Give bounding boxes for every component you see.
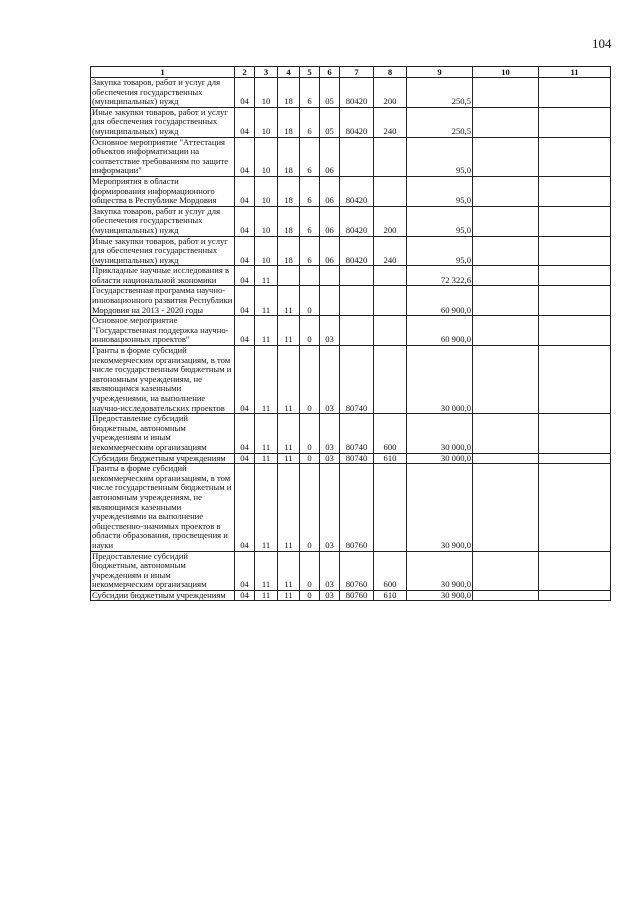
table-row xyxy=(91,107,611,137)
table-row xyxy=(91,78,611,108)
row-cell-c3: 11 xyxy=(255,286,278,316)
row-cell-c11 xyxy=(539,236,611,266)
row-name-cell: Государственная программа научно-инновационного развития Республики Мордовия на 2013 - 2020 годы xyxy=(91,286,235,316)
row-cell-c10 xyxy=(473,176,539,206)
table-row xyxy=(91,266,611,286)
column-header: 5 xyxy=(300,67,320,78)
row-name-cell: Закупка товаров, работ и услуг для обеспечения государственных (муниципальных) нужд xyxy=(91,78,235,108)
row-cell-c4: 11 xyxy=(278,286,300,316)
row-cell-c6: 03 xyxy=(320,464,340,551)
table-row xyxy=(91,414,611,453)
row-cell-c7 xyxy=(340,137,374,176)
row-cell-c7: 80760 xyxy=(340,464,374,551)
row-cell-c4: 18 xyxy=(278,236,300,266)
row-cell-c11 xyxy=(539,453,611,464)
row-cell-c8 xyxy=(374,346,407,414)
row-cell-c3: 11 xyxy=(255,414,278,453)
row-cell-c11 xyxy=(539,266,611,286)
row-cell-c5: 0 xyxy=(300,316,320,346)
row-cell-c5: 0 xyxy=(300,286,320,316)
row-cell-c9: 30 000,0 xyxy=(407,453,473,464)
row-cell-c9: 95,0 xyxy=(407,206,473,236)
row-cell-c4: 11 xyxy=(278,316,300,346)
row-cell-c2: 04 xyxy=(235,464,255,551)
row-cell-c11 xyxy=(539,206,611,236)
table-body xyxy=(91,78,611,601)
row-cell-c3: 10 xyxy=(255,107,278,137)
row-cell-c4: 11 xyxy=(278,453,300,464)
row-cell-c8 xyxy=(374,464,407,551)
row-name-cell: Предоставление субсидий бюджетным, автономным учреждениям и иным некоммерческим организациям xyxy=(91,551,235,590)
row-name-cell: Субсидии бюджетным учреждениям xyxy=(91,590,235,601)
row-cell-c6: 03 xyxy=(320,346,340,414)
column-header: 6 xyxy=(320,67,340,78)
row-cell-c6: 06 xyxy=(320,206,340,236)
table-row xyxy=(91,590,611,601)
row-cell-c7: 80420 xyxy=(340,176,374,206)
row-cell-c7: 80420 xyxy=(340,78,374,108)
row-cell-c10 xyxy=(473,286,539,316)
row-cell-c2: 04 xyxy=(235,206,255,236)
row-cell-c10 xyxy=(473,453,539,464)
row-cell-c3: 10 xyxy=(255,176,278,206)
row-cell-c11 xyxy=(539,316,611,346)
row-name-cell: Закупка товаров, работ и услуг для обеспечения государственных (муниципальных) нужд xyxy=(91,206,235,236)
column-header: 10 xyxy=(473,67,539,78)
row-cell-c7 xyxy=(340,266,374,286)
row-cell-c5: 0 xyxy=(300,346,320,414)
row-cell-c4 xyxy=(278,266,300,286)
row-cell-c8: 610 xyxy=(374,590,407,601)
row-cell-c2: 04 xyxy=(235,137,255,176)
row-cell-c3: 10 xyxy=(255,137,278,176)
row-cell-c5: 6 xyxy=(300,107,320,137)
row-cell-c4: 18 xyxy=(278,107,300,137)
row-cell-c4: 11 xyxy=(278,464,300,551)
row-cell-c5 xyxy=(300,266,320,286)
row-cell-c10 xyxy=(473,266,539,286)
row-cell-c7: 80740 xyxy=(340,346,374,414)
row-cell-c2: 04 xyxy=(235,590,255,601)
row-cell-c8: 240 xyxy=(374,107,407,137)
row-cell-c6: 03 xyxy=(320,414,340,453)
row-cell-c4: 11 xyxy=(278,551,300,590)
row-cell-c10 xyxy=(473,316,539,346)
row-cell-c2: 04 xyxy=(235,286,255,316)
row-cell-c11 xyxy=(539,590,611,601)
row-cell-c7 xyxy=(340,286,374,316)
row-cell-c4: 18 xyxy=(278,78,300,108)
row-name-cell: Основное мероприятие "Государственная поддержка научно-инновационных проектов" xyxy=(91,316,235,346)
row-cell-c9: 60 900,0 xyxy=(407,316,473,346)
row-cell-c6 xyxy=(320,286,340,316)
row-cell-c8 xyxy=(374,176,407,206)
row-cell-c10 xyxy=(473,590,539,601)
row-cell-c6: 03 xyxy=(320,316,340,346)
row-cell-c10 xyxy=(473,464,539,551)
row-cell-c8: 600 xyxy=(374,414,407,453)
column-header: 4 xyxy=(278,67,300,78)
column-header: 2 xyxy=(235,67,255,78)
row-cell-c3: 11 xyxy=(255,266,278,286)
row-cell-c3: 11 xyxy=(255,551,278,590)
row-cell-c10 xyxy=(473,78,539,108)
row-cell-c5: 6 xyxy=(300,236,320,266)
column-header: 9 xyxy=(407,67,473,78)
row-cell-c6: 03 xyxy=(320,453,340,464)
table-row xyxy=(91,464,611,551)
row-cell-c4: 11 xyxy=(278,414,300,453)
row-cell-c7 xyxy=(340,316,374,346)
row-cell-c3: 11 xyxy=(255,316,278,346)
row-cell-c10 xyxy=(473,346,539,414)
row-cell-c6: 03 xyxy=(320,590,340,601)
row-cell-c2: 04 xyxy=(235,414,255,453)
row-cell-c6: 05 xyxy=(320,107,340,137)
row-cell-c10 xyxy=(473,107,539,137)
row-cell-c11 xyxy=(539,107,611,137)
row-cell-c11 xyxy=(539,78,611,108)
row-name-cell: Субсидии бюджетным учреждениям xyxy=(91,453,235,464)
row-cell-c5: 6 xyxy=(300,206,320,236)
row-cell-c9: 72 322,6 xyxy=(407,266,473,286)
row-cell-c9: 30 000,0 xyxy=(407,346,473,414)
row-name-cell: Гранты в форме субсидий некоммерческим организациям, в том числе государственным бюджетным и автономным учреждениям, не являющимся казенными учреждениями на выполнение общественно-значимых проектов в области образования, просвещения и науки xyxy=(91,464,235,551)
row-cell-c4: 11 xyxy=(278,590,300,601)
row-cell-c2: 04 xyxy=(235,236,255,266)
row-cell-c2: 04 xyxy=(235,453,255,464)
row-cell-c10 xyxy=(473,206,539,236)
row-cell-c7: 80420 xyxy=(340,236,374,266)
row-cell-c7: 80760 xyxy=(340,551,374,590)
row-cell-c7: 80420 xyxy=(340,107,374,137)
budget-table xyxy=(90,66,611,601)
row-cell-c9: 250,5 xyxy=(407,78,473,108)
row-cell-c5: 0 xyxy=(300,551,320,590)
page-number: 104 xyxy=(592,36,612,51)
row-cell-c6: 05 xyxy=(320,78,340,108)
row-name-cell: Предоставление субсидий бюджетным, автономным учреждениям и иным некоммерческим организациям xyxy=(91,414,235,453)
row-cell-c6: 06 xyxy=(320,137,340,176)
table-row xyxy=(91,286,611,316)
row-cell-c3: 11 xyxy=(255,590,278,601)
row-name-cell: Гранты в форме субсидий некоммерческим организациям, в том числе государственным бюджетным и автономным учреждениям, не являющимся казенными учреждениями, на выполнение научно-исследовательских проектов xyxy=(91,346,235,414)
row-cell-c11 xyxy=(539,551,611,590)
column-header: 1 xyxy=(91,67,235,78)
table-row xyxy=(91,236,611,266)
row-cell-c2: 04 xyxy=(235,266,255,286)
table-row xyxy=(91,453,611,464)
row-cell-c6: 06 xyxy=(320,176,340,206)
row-cell-c8: 240 xyxy=(374,236,407,266)
row-cell-c4: 18 xyxy=(278,206,300,236)
row-cell-c11 xyxy=(539,137,611,176)
table-row xyxy=(91,551,611,590)
row-cell-c3: 10 xyxy=(255,236,278,266)
row-cell-c5: 0 xyxy=(300,414,320,453)
row-cell-c3: 10 xyxy=(255,78,278,108)
table-row xyxy=(91,346,611,414)
column-header: 3 xyxy=(255,67,278,78)
row-cell-c9: 250,5 xyxy=(407,107,473,137)
table-row xyxy=(91,206,611,236)
row-cell-c5: 6 xyxy=(300,137,320,176)
row-cell-c6: 03 xyxy=(320,551,340,590)
row-cell-c2: 04 xyxy=(235,107,255,137)
row-cell-c5: 6 xyxy=(300,78,320,108)
row-cell-c4: 18 xyxy=(278,176,300,206)
row-cell-c8: 200 xyxy=(374,206,407,236)
row-cell-c10 xyxy=(473,414,539,453)
table-row xyxy=(91,176,611,206)
row-cell-c8: 600 xyxy=(374,551,407,590)
row-cell-c10 xyxy=(473,137,539,176)
row-cell-c9: 30 900,0 xyxy=(407,590,473,601)
table-header-row xyxy=(91,67,611,78)
row-cell-c8 xyxy=(374,266,407,286)
column-header: 11 xyxy=(539,67,611,78)
row-name-cell: Прикладные научные исследования в области национальной экономики xyxy=(91,266,235,286)
row-cell-c3: 10 xyxy=(255,206,278,236)
row-cell-c9: 60 900,0 xyxy=(407,286,473,316)
row-cell-c9: 30 900,0 xyxy=(407,551,473,590)
row-cell-c11 xyxy=(539,414,611,453)
row-cell-c7: 80760 xyxy=(340,590,374,601)
row-cell-c9: 30 900,0 xyxy=(407,464,473,551)
row-cell-c5: 6 xyxy=(300,176,320,206)
row-cell-c5: 0 xyxy=(300,590,320,601)
row-cell-c2: 04 xyxy=(235,551,255,590)
row-cell-c4: 11 xyxy=(278,346,300,414)
row-cell-c2: 04 xyxy=(235,316,255,346)
row-cell-c8 xyxy=(374,286,407,316)
row-cell-c9: 95,0 xyxy=(407,176,473,206)
row-cell-c2: 04 xyxy=(235,176,255,206)
row-cell-c8: 200 xyxy=(374,78,407,108)
row-cell-c7: 80740 xyxy=(340,414,374,453)
row-name-cell: Основное мероприятие "Аттестация объектов информатизации на соответствие требованиям по защите информации" xyxy=(91,137,235,176)
row-cell-c5: 0 xyxy=(300,453,320,464)
row-cell-c11 xyxy=(539,464,611,551)
row-cell-c6 xyxy=(320,266,340,286)
table-row xyxy=(91,316,611,346)
row-cell-c9: 95,0 xyxy=(407,236,473,266)
row-cell-c8 xyxy=(374,316,407,346)
row-cell-c11 xyxy=(539,346,611,414)
row-cell-c10 xyxy=(473,236,539,266)
row-cell-c8 xyxy=(374,137,407,176)
row-cell-c11 xyxy=(539,286,611,316)
row-cell-c2: 04 xyxy=(235,346,255,414)
row-cell-c9: 30 000,0 xyxy=(407,414,473,453)
row-cell-c11 xyxy=(539,176,611,206)
row-cell-c2: 04 xyxy=(235,78,255,108)
row-cell-c8: 610 xyxy=(374,453,407,464)
table-row xyxy=(91,137,611,176)
column-header: 7 xyxy=(340,67,374,78)
row-cell-c3: 11 xyxy=(255,453,278,464)
row-cell-c9: 95,0 xyxy=(407,137,473,176)
row-name-cell: Иные закупки товаров, работ и услуг для обеспечения государственных (муниципальных) нужд xyxy=(91,107,235,137)
row-cell-c6: 06 xyxy=(320,236,340,266)
column-header: 8 xyxy=(374,67,407,78)
row-cell-c10 xyxy=(473,551,539,590)
row-cell-c4: 18 xyxy=(278,137,300,176)
row-cell-c3: 11 xyxy=(255,464,278,551)
row-name-cell: Мероприятия в области формирования информационного общества в Республике Мордовия xyxy=(91,176,235,206)
row-cell-c3: 11 xyxy=(255,346,278,414)
row-cell-c7: 80420 xyxy=(340,206,374,236)
row-cell-c7: 80740 xyxy=(340,453,374,464)
row-name-cell: Иные закупки товаров, работ и услуг для обеспечения государственных (муниципальных) нужд xyxy=(91,236,235,266)
row-cell-c5: 0 xyxy=(300,464,320,551)
